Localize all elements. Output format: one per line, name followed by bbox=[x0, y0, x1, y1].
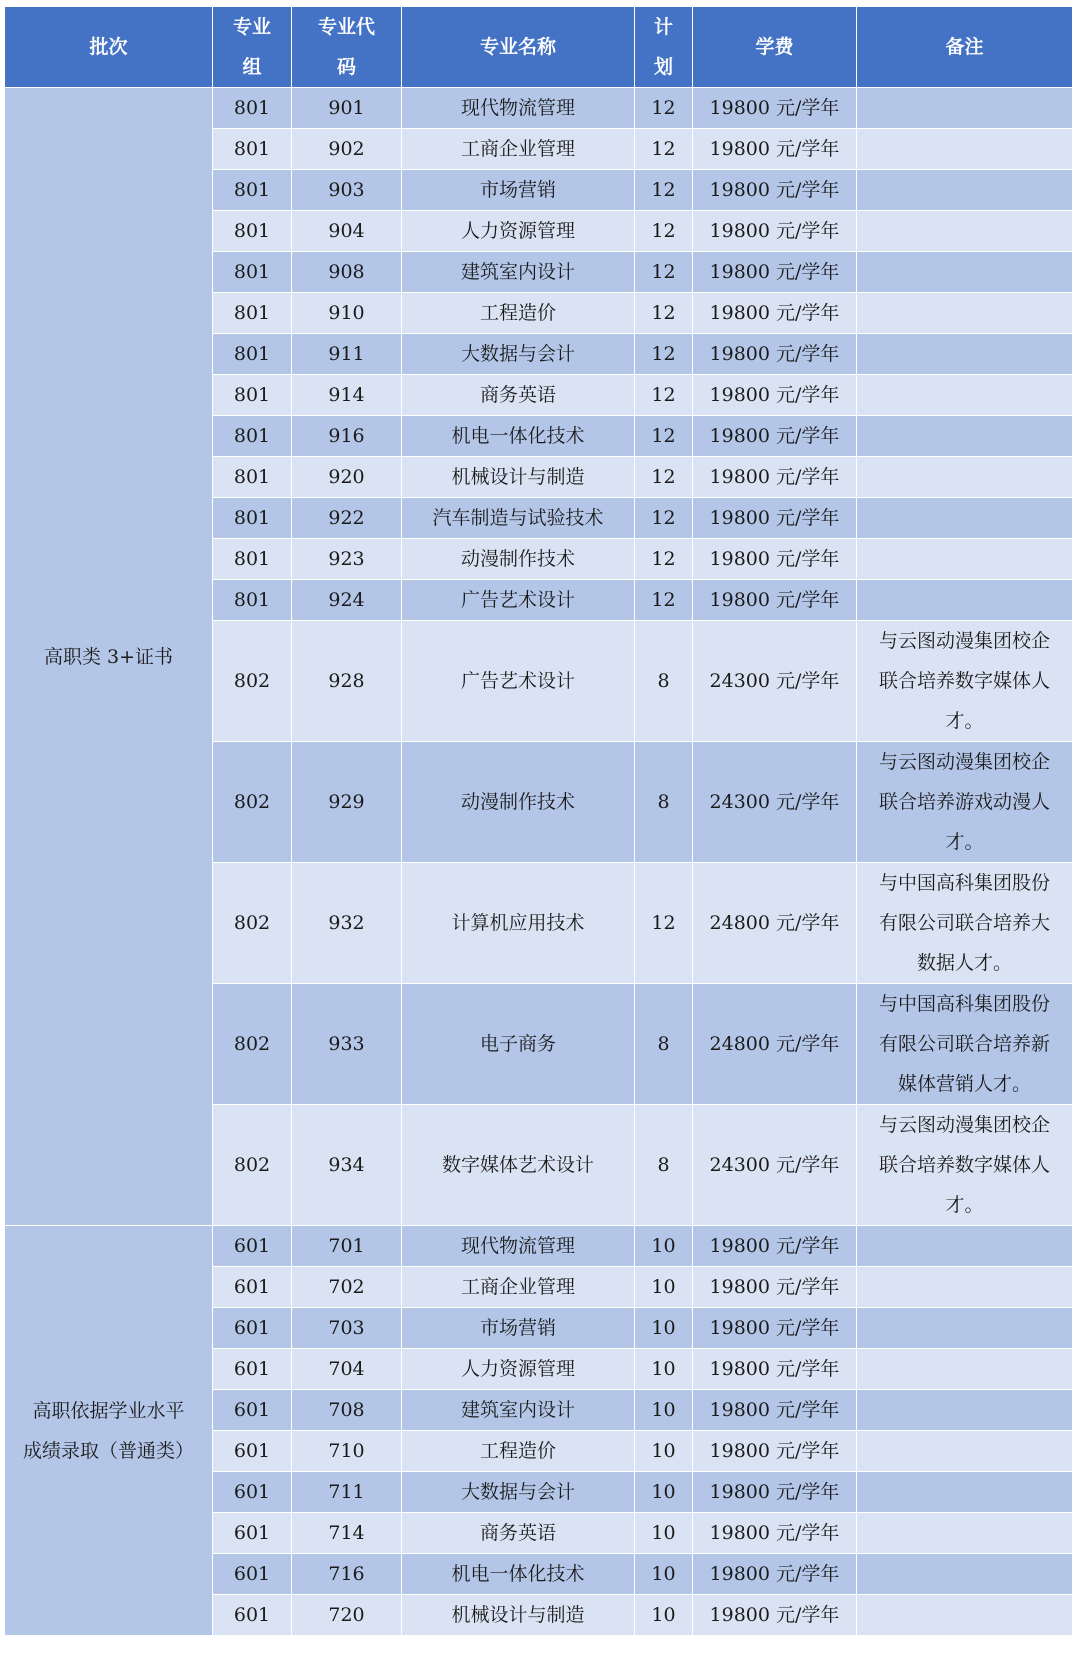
cell-name: 市场营销 bbox=[402, 170, 635, 211]
batch-cell bbox=[5, 1226, 213, 1636]
cell-plan: 10 bbox=[635, 1349, 693, 1390]
cell-code: 702 bbox=[292, 1267, 402, 1308]
cell-group: 802 bbox=[213, 1105, 292, 1226]
cell-fee: 19800 元/学年 bbox=[693, 129, 857, 170]
cell-code: 711 bbox=[292, 1472, 402, 1513]
cell-fee: 19800 元/学年 bbox=[693, 416, 857, 457]
cell-plan: 12 bbox=[635, 498, 693, 539]
cell-plan: 10 bbox=[635, 1431, 693, 1472]
cell-plan: 8 bbox=[635, 742, 693, 863]
cell-group: 601 bbox=[213, 1308, 292, 1349]
cell-name: 商务英语 bbox=[402, 1513, 635, 1554]
cell-fee: 19800 元/学年 bbox=[693, 1226, 857, 1267]
cell-group: 801 bbox=[213, 539, 292, 580]
cell-name: 人力资源管理 bbox=[402, 1349, 635, 1390]
cell-code: 920 bbox=[292, 457, 402, 498]
table-row bbox=[5, 88, 1073, 129]
cell-fee: 19800 元/学年 bbox=[693, 1349, 857, 1390]
note-line: 与中国高科集团股份 bbox=[878, 993, 1050, 1015]
cell-group: 601 bbox=[213, 1267, 292, 1308]
cell-code: 903 bbox=[292, 170, 402, 211]
cell-note bbox=[857, 1226, 1073, 1267]
cell-name: 大数据与会计 bbox=[402, 334, 635, 375]
cell-plan: 12 bbox=[635, 334, 693, 375]
cell-group: 601 bbox=[213, 1513, 292, 1554]
cell-fee: 19800 元/学年 bbox=[693, 252, 857, 293]
cell-fee: 19800 元/学年 bbox=[693, 1554, 857, 1595]
cell-name: 机械设计与制造 bbox=[402, 457, 635, 498]
cell-note bbox=[857, 1267, 1073, 1308]
note-line: 联合培养数字媒体人 bbox=[878, 1154, 1050, 1176]
cell-note bbox=[857, 170, 1073, 211]
cell-name: 大数据与会计 bbox=[402, 1472, 635, 1513]
header-note: 备注 bbox=[857, 7, 1073, 88]
cell-plan: 12 bbox=[635, 252, 693, 293]
cell-fee: 19800 元/学年 bbox=[693, 1267, 857, 1308]
cell-name: 机械设计与制造 bbox=[402, 1595, 635, 1636]
cell-group: 601 bbox=[213, 1431, 292, 1472]
note-line: 媒体营销人才。 bbox=[897, 1073, 1031, 1095]
cell-plan: 12 bbox=[635, 293, 693, 334]
header-fee: 学费 bbox=[693, 7, 857, 88]
cell-note bbox=[857, 129, 1073, 170]
batch-label-line: 高职依据学业水平 bbox=[32, 1399, 185, 1422]
cell-group: 801 bbox=[213, 252, 292, 293]
cell-name: 现代物流管理 bbox=[402, 1226, 635, 1267]
cell-group: 801 bbox=[213, 129, 292, 170]
cell-name: 工商企业管理 bbox=[402, 1267, 635, 1308]
cell-group: 601 bbox=[213, 1226, 292, 1267]
note-line: 数据人才。 bbox=[916, 952, 1012, 974]
cell-plan: 10 bbox=[635, 1554, 693, 1595]
cell-plan: 8 bbox=[635, 1105, 693, 1226]
cell-name: 动漫制作技术 bbox=[402, 539, 635, 580]
cell-plan: 8 bbox=[635, 984, 693, 1105]
cell-code: 708 bbox=[292, 1390, 402, 1431]
table-row bbox=[5, 1226, 1073, 1267]
cell-code: 934 bbox=[292, 1105, 402, 1226]
note-line: 与云图动漫集团校企 bbox=[878, 630, 1050, 652]
header-group: 专业 组 bbox=[213, 7, 292, 88]
cell-group: 802 bbox=[213, 984, 292, 1105]
cell-plan: 10 bbox=[635, 1390, 693, 1431]
note-line: 有限公司联合培养新 bbox=[878, 1033, 1050, 1055]
cell-fee: 19800 元/学年 bbox=[693, 375, 857, 416]
cell-fee: 24800 元/学年 bbox=[693, 984, 857, 1105]
cell-note bbox=[857, 621, 1073, 742]
cell-code: 911 bbox=[292, 334, 402, 375]
cell-note bbox=[857, 863, 1073, 984]
cell-code: 720 bbox=[292, 1595, 402, 1636]
cell-fee: 19800 元/学年 bbox=[693, 334, 857, 375]
cell-plan: 12 bbox=[635, 88, 693, 129]
header-code: 专业代 码 bbox=[292, 7, 402, 88]
cell-plan: 12 bbox=[635, 457, 693, 498]
cell-plan: 12 bbox=[635, 211, 693, 252]
cell-code: 704 bbox=[292, 1349, 402, 1390]
cell-name: 广告艺术设计 bbox=[402, 621, 635, 742]
cell-group: 801 bbox=[213, 416, 292, 457]
note-line: 才。 bbox=[945, 1194, 984, 1216]
cell-plan: 10 bbox=[635, 1308, 693, 1349]
cell-code: 703 bbox=[292, 1308, 402, 1349]
batch-label-line: 成绩录取（普通类） bbox=[22, 1439, 194, 1462]
cell-code: 916 bbox=[292, 416, 402, 457]
cell-note bbox=[857, 88, 1073, 129]
cell-note bbox=[857, 293, 1073, 334]
enrollment-plan-table bbox=[4, 6, 1073, 1636]
cell-plan: 10 bbox=[635, 1595, 693, 1636]
cell-fee: 19800 元/学年 bbox=[693, 1431, 857, 1472]
cell-group: 801 bbox=[213, 375, 292, 416]
cell-group: 802 bbox=[213, 863, 292, 984]
cell-fee: 19800 元/学年 bbox=[693, 457, 857, 498]
cell-plan: 12 bbox=[635, 539, 693, 580]
cell-note bbox=[857, 1431, 1073, 1472]
cell-note bbox=[857, 1472, 1073, 1513]
cell-code: 914 bbox=[292, 375, 402, 416]
cell-name: 机电一体化技术 bbox=[402, 1554, 635, 1595]
cell-name: 电子商务 bbox=[402, 984, 635, 1105]
cell-fee: 19800 元/学年 bbox=[693, 1513, 857, 1554]
cell-note bbox=[857, 1554, 1073, 1595]
cell-name: 工商企业管理 bbox=[402, 129, 635, 170]
cell-code: 923 bbox=[292, 539, 402, 580]
cell-fee: 24800 元/学年 bbox=[693, 863, 857, 984]
cell-note bbox=[857, 457, 1073, 498]
cell-note bbox=[857, 498, 1073, 539]
cell-group: 601 bbox=[213, 1595, 292, 1636]
cell-name: 人力资源管理 bbox=[402, 211, 635, 252]
cell-fee: 24300 元/学年 bbox=[693, 621, 857, 742]
cell-group: 601 bbox=[213, 1349, 292, 1390]
cell-fee: 19800 元/学年 bbox=[693, 211, 857, 252]
cell-code: 910 bbox=[292, 293, 402, 334]
cell-note bbox=[857, 580, 1073, 621]
cell-note bbox=[857, 539, 1073, 580]
cell-fee: 19800 元/学年 bbox=[693, 1472, 857, 1513]
cell-plan: 12 bbox=[635, 129, 693, 170]
header-batch: 批次 bbox=[5, 7, 213, 88]
cell-fee: 19800 元/学年 bbox=[693, 170, 857, 211]
cell-note bbox=[857, 416, 1073, 457]
cell-plan: 10 bbox=[635, 1267, 693, 1308]
cell-group: 601 bbox=[213, 1554, 292, 1595]
batch-label-line: 高职类 3+证书 bbox=[43, 645, 174, 668]
cell-code: 932 bbox=[292, 863, 402, 984]
table-header bbox=[5, 7, 1073, 88]
cell-name: 机电一体化技术 bbox=[402, 416, 635, 457]
header-name: 专业名称 bbox=[402, 7, 635, 88]
cell-note bbox=[857, 1595, 1073, 1636]
cell-fee: 19800 元/学年 bbox=[693, 580, 857, 621]
cell-group: 802 bbox=[213, 621, 292, 742]
cell-group: 801 bbox=[213, 457, 292, 498]
cell-name: 数字媒体艺术设计 bbox=[402, 1105, 635, 1226]
cell-fee: 19800 元/学年 bbox=[693, 498, 857, 539]
cell-code: 901 bbox=[292, 88, 402, 129]
cell-note bbox=[857, 1349, 1073, 1390]
cell-code: 924 bbox=[292, 580, 402, 621]
header-plan: 计 划 bbox=[635, 7, 693, 88]
cell-note bbox=[857, 1105, 1073, 1226]
note-line: 联合培养数字媒体人 bbox=[878, 670, 1050, 692]
cell-name: 商务英语 bbox=[402, 375, 635, 416]
note-line: 才。 bbox=[945, 831, 984, 853]
cell-code: 929 bbox=[292, 742, 402, 863]
cell-note bbox=[857, 984, 1073, 1105]
cell-note bbox=[857, 211, 1073, 252]
cell-fee: 19800 元/学年 bbox=[693, 1308, 857, 1349]
cell-code: 922 bbox=[292, 498, 402, 539]
cell-fee: 19800 元/学年 bbox=[693, 1595, 857, 1636]
batch-cell bbox=[5, 88, 213, 1226]
cell-code: 904 bbox=[292, 211, 402, 252]
cell-plan: 12 bbox=[635, 416, 693, 457]
table-body bbox=[5, 88, 1073, 1636]
cell-note bbox=[857, 375, 1073, 416]
cell-note bbox=[857, 252, 1073, 293]
cell-plan: 12 bbox=[635, 170, 693, 211]
cell-name: 建筑室内设计 bbox=[402, 252, 635, 293]
cell-note bbox=[857, 1513, 1073, 1554]
cell-code: 928 bbox=[292, 621, 402, 742]
cell-fee: 24300 元/学年 bbox=[693, 1105, 857, 1226]
note-line: 与云图动漫集团校企 bbox=[878, 1114, 1050, 1136]
cell-group: 801 bbox=[213, 293, 292, 334]
note-line: 才。 bbox=[945, 710, 984, 732]
cell-group: 601 bbox=[213, 1472, 292, 1513]
note-line: 联合培养游戏动漫人 bbox=[878, 791, 1050, 813]
cell-name: 广告艺术设计 bbox=[402, 580, 635, 621]
cell-group: 801 bbox=[213, 580, 292, 621]
note-line: 有限公司联合培养大 bbox=[878, 912, 1050, 934]
cell-code: 902 bbox=[292, 129, 402, 170]
cell-plan: 10 bbox=[635, 1472, 693, 1513]
cell-plan: 12 bbox=[635, 580, 693, 621]
cell-note bbox=[857, 1308, 1073, 1349]
cell-plan: 12 bbox=[635, 863, 693, 984]
cell-fee: 24300 元/学年 bbox=[693, 742, 857, 863]
cell-group: 801 bbox=[213, 334, 292, 375]
cell-name: 动漫制作技术 bbox=[402, 742, 635, 863]
cell-group: 802 bbox=[213, 742, 292, 863]
cell-plan: 12 bbox=[635, 375, 693, 416]
cell-note bbox=[857, 1390, 1073, 1431]
cell-group: 801 bbox=[213, 170, 292, 211]
cell-code: 714 bbox=[292, 1513, 402, 1554]
cell-code: 716 bbox=[292, 1554, 402, 1595]
cell-group: 801 bbox=[213, 498, 292, 539]
cell-name: 建筑室内设计 bbox=[402, 1390, 635, 1431]
cell-note bbox=[857, 334, 1073, 375]
note-line: 与云图动漫集团校企 bbox=[878, 751, 1050, 773]
header-row bbox=[5, 7, 1073, 88]
cell-group: 801 bbox=[213, 88, 292, 129]
cell-plan: 10 bbox=[635, 1513, 693, 1554]
cell-code: 933 bbox=[292, 984, 402, 1105]
cell-plan: 10 bbox=[635, 1226, 693, 1267]
cell-code: 701 bbox=[292, 1226, 402, 1267]
cell-note bbox=[857, 742, 1073, 863]
cell-code: 908 bbox=[292, 252, 402, 293]
cell-code: 710 bbox=[292, 1431, 402, 1472]
cell-fee: 19800 元/学年 bbox=[693, 293, 857, 334]
note-line: 与中国高科集团股份 bbox=[878, 872, 1050, 894]
cell-name: 工程造价 bbox=[402, 293, 635, 334]
cell-name: 市场营销 bbox=[402, 1308, 635, 1349]
cell-group: 601 bbox=[213, 1390, 292, 1431]
cell-name: 计算机应用技术 bbox=[402, 863, 635, 984]
cell-fee: 19800 元/学年 bbox=[693, 539, 857, 580]
cell-name: 现代物流管理 bbox=[402, 88, 635, 129]
cell-fee: 19800 元/学年 bbox=[693, 88, 857, 129]
cell-name: 汽车制造与试验技术 bbox=[402, 498, 635, 539]
cell-fee: 19800 元/学年 bbox=[693, 1390, 857, 1431]
cell-plan: 8 bbox=[635, 621, 693, 742]
cell-name: 工程造价 bbox=[402, 1431, 635, 1472]
cell-group: 801 bbox=[213, 211, 292, 252]
